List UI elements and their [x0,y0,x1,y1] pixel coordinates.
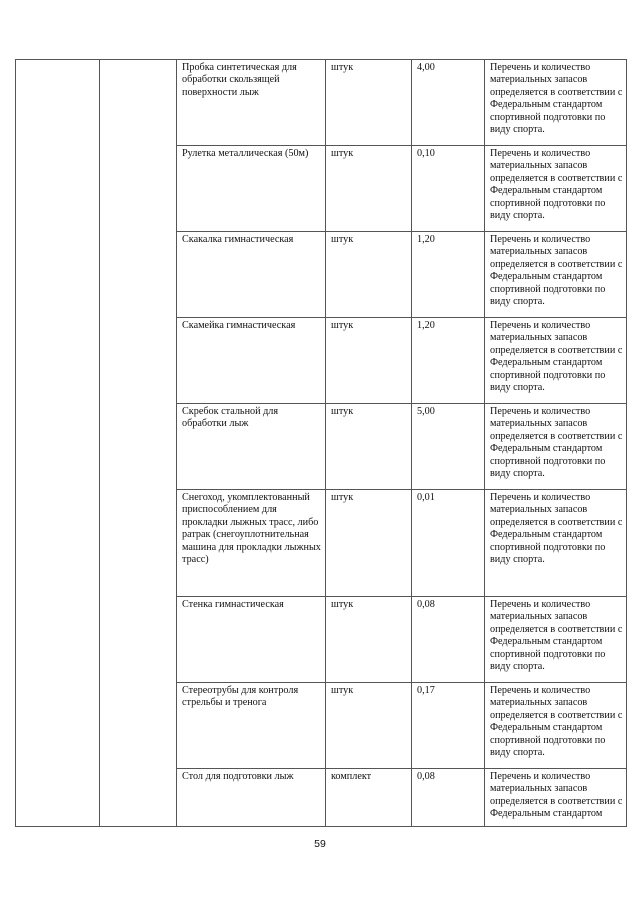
item-note: Перечень и количество материальных запасов определяется в соответствии с Федеральным стандартом спортивной подготовки по виду спорта. [485,146,627,232]
item-name: Скакалка гимнастическая [177,232,326,318]
item-quantity: 0,08 [412,597,485,683]
item-name: Стереотрубы для контроля стрельбы и тренога [177,683,326,769]
section-cell [16,60,100,827]
item-unit: штук [326,318,412,404]
subsection-cell [100,60,177,827]
item-name: Стол для подготовки лыж [177,769,326,827]
item-unit: штук [326,683,412,769]
item-quantity: 0,10 [412,146,485,232]
item-note: Перечень и количество материальных запасов определяется в соответствии с Федеральным стандартом [485,769,627,827]
item-name: Рулетка металлическая (50м) [177,146,326,232]
item-note: Перечень и количество материальных запасов определяется в соответствии с Федеральным стандартом спортивной подготовки по виду спорта. [485,404,627,490]
item-unit: штук [326,60,412,146]
item-unit: штук [326,597,412,683]
item-quantity: 4,00 [412,60,485,146]
item-name: Стенка гимнастическая [177,597,326,683]
item-unit: штук [326,146,412,232]
item-note: Перечень и количество материальных запасов определяется в соответствии с Федеральным стандартом спортивной подготовки по виду спорта. [485,318,627,404]
item-note: Перечень и количество материальных запасов определяется в соответствии с Федеральным стандартом спортивной подготовки по виду спорта. [485,683,627,769]
equipment-table [15,59,627,827]
item-name: Снегоход, укомплектованный приспособлением для прокладки лыжных трасс, либо ратрак (снегоуплотнительная машина для прокладки лыжных трасс) [177,490,326,597]
item-name: Пробка синтетическая для обработки скользящей поверхности лыж [177,60,326,146]
item-unit: штук [326,232,412,318]
item-name: Скребок стальной для обработки лыж [177,404,326,490]
item-quantity: 1,20 [412,318,485,404]
item-unit: комплект [326,769,412,827]
item-unit: штук [326,404,412,490]
table-row [16,60,627,146]
item-unit: штук [326,490,412,597]
item-note: Перечень и количество материальных запасов определяется в соответствии с Федеральным стандартом спортивной подготовки по виду спорта. [485,597,627,683]
item-note: Перечень и количество материальных запасов определяется в соответствии с Федеральным стандартом спортивной подготовки по виду спорта. [485,490,627,597]
item-quantity: 0,01 [412,490,485,597]
item-note: Перечень и количество материальных запасов определяется в соответствии с Федеральным стандартом спортивной подготовки по виду спорта. [485,232,627,318]
item-quantity: 0,17 [412,683,485,769]
item-note: Перечень и количество материальных запасов определяется в соответствии с Федеральным стандартом спортивной подготовки по виду спорта. [485,60,627,146]
item-quantity: 5,00 [412,404,485,490]
item-name: Скамейка гимнастическая [177,318,326,404]
item-quantity: 0,08 [412,769,485,827]
page-number: 59 [314,838,326,850]
item-quantity: 1,20 [412,232,485,318]
